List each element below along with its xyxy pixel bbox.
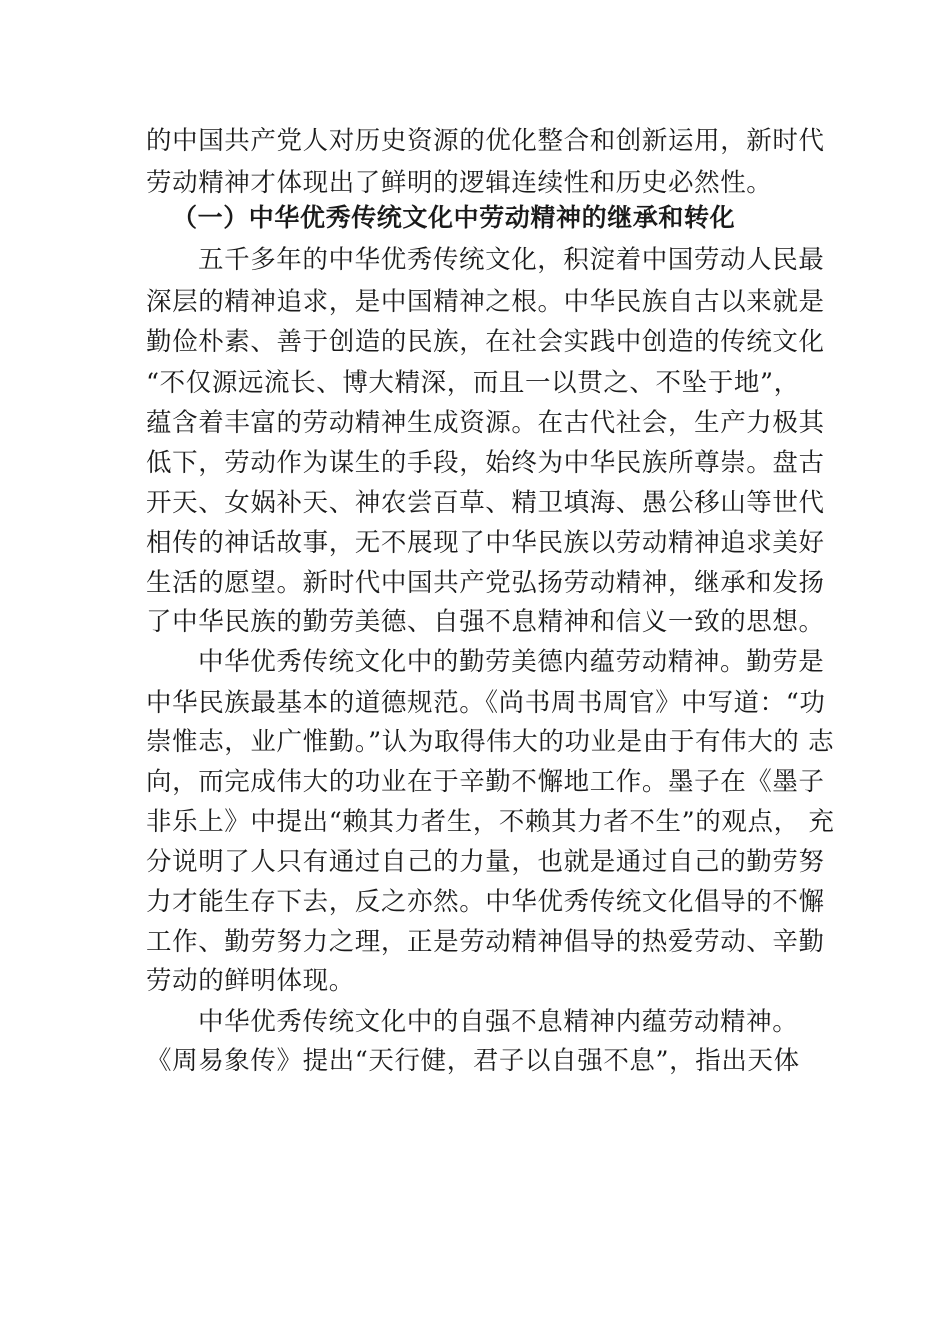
text-line: 深层的精神追求，是中国精神之根。中华民族自古以来就是 (146, 287, 825, 317)
paragraph-first-line: 中华优秀传统文化中的自强不息精神内蕴劳动精神。 (198, 1007, 799, 1037)
text-line: 了中华民族的勤劳美德、自强不息精神和信义一致的思想。 (146, 607, 825, 637)
text-line: 蕴含着丰富的劳动精神生成资源。在古代社会，生产力极其 (146, 408, 825, 438)
text-line: 分说明了人只有通过自己的力量，也就是通过自己的勤劳努 (146, 847, 825, 877)
text-line: 勤俭朴素、善于创造的民族，在社会实践中创造的传统文化 (146, 327, 825, 357)
text-line: 相传的神话故事，无不展现了中华民族以劳动精神追求美好 (146, 528, 825, 558)
text-line: “不仅源远流长、博大精深，而且一以贯之、不坠于地”， (146, 368, 800, 398)
text-line: 向，而完成伟大的功业在于辛勤不懈地工作。墨子在《墨子 (146, 767, 825, 797)
section-heading: （一）中华优秀传统文化中劳动精神的继承和转化 (172, 203, 736, 232)
text-line: 工作、勤劳努力之理，正是劳动精神倡导的热爱劳动、辛勤 (146, 927, 825, 957)
text-line: 低下，劳动作为谋生的手段，始终为中华民族所尊崇。盘古 (146, 448, 825, 478)
text-line: 劳动的鲜明体现。 (146, 966, 355, 996)
text-line: 的中国共产党人对历史资源的优化整合和创新运用，新时代 (146, 126, 825, 156)
paragraph-first-line: 五千多年的中华优秀传统文化，积淀着中国劳动人民最 (198, 245, 825, 275)
text-line: 中华民族最基本的道德规范。《尚书周书周官》中写道：“功 (146, 688, 826, 718)
text-line: 生活的愿望。新时代中国共产党弘扬劳动精神，继承和发扬 (146, 568, 825, 598)
text-line: 《周易象传》提出“天行健，君子以自强不息”，指出天体 (146, 1046, 800, 1076)
paragraph-first-line: 中华优秀传统文化中的勤劳美德内蕴劳动精神。勤劳是 (198, 647, 825, 677)
text-line: 崇惟志，业广惟勤。”认为取得伟大的功业是由于有伟大的 志 (146, 727, 835, 757)
text-line: 劳动精神才体现出了鲜明的逻辑连续性和历史必然性。 (146, 168, 773, 198)
text-line: 非乐上》中提出“赖其力者生，不赖其力者不生”的观点， 充 (146, 807, 835, 837)
text-line: 开天、女娲补天、神农尝百草、精卫填海、愚公移山等世代 (146, 488, 825, 518)
text-line: 力才能生存下去，反之亦然。中华优秀传统文化倡导的不懈 (146, 887, 825, 917)
